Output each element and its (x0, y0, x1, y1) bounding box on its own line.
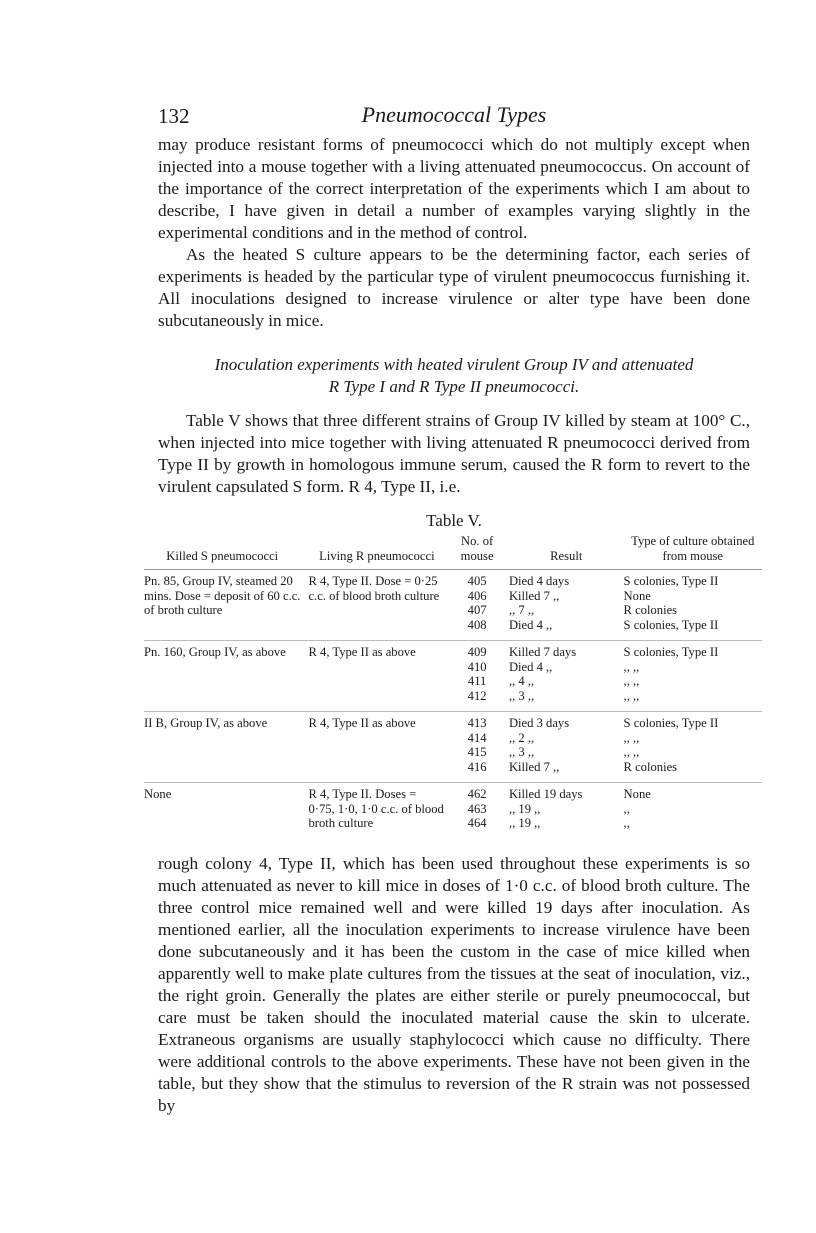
cell-result-line: ,, 4 ,, (508, 674, 535, 688)
cell-living: R 4, Type II. Doses = 0·75, 1·0, 1·0 c.c. of blood broth culture (308, 787, 444, 830)
cell-result-line: ,, 3 ,, (508, 688, 535, 703)
running-title: Pneumococcal Types (361, 102, 547, 127)
cell-culture-line: None (623, 588, 651, 603)
table-header-row (144, 534, 762, 570)
cell-result (503, 783, 624, 839)
cell-culture-line: ,, ,, (623, 688, 640, 703)
cell-culture-line: S colonies, Type II (623, 617, 719, 632)
table-row (144, 570, 762, 641)
table-row (144, 712, 762, 783)
cell-result-line: ,, 7 ,, (508, 603, 535, 617)
cell-mouse-line: 411 (467, 674, 487, 688)
cell-result-line: Killed 7 ,, (508, 588, 560, 603)
cell-result-line: ,, 19 ,, (508, 801, 541, 816)
cell-culture-line: ,, ,, (623, 730, 640, 745)
cell-mouse (451, 641, 503, 712)
cell-mouse (451, 570, 503, 641)
paragraph-1: may produce resistant forms of pneumococci which do not multiply except when injected into a mouse together with a living attenuated pneumococcus. On account of the importance of the correct interpretation of the experiments which I am about to describe, I have given in detail a number of examples varying slightly in the experimental conditions and in the method of control. (158, 135, 750, 242)
cell-mouse (451, 712, 503, 783)
cell-culture-line: ,, ,, (623, 745, 640, 759)
cell-mouse-line: 410 (467, 659, 487, 674)
cell-mouse-line: 413 (467, 716, 487, 730)
section-heading-line-2: R Type I and R Type II pneumococci. (328, 377, 580, 396)
paragraph-bottom: rough colony 4, Type II, which has been used throughout these experiments is so much attenuated as never to kill mice in doses of 1·0 c.c. of blood broth culture. The three control mice remained well and were killed 19 days after inoculation. As mentioned earlier, all the inoculation experiments to increase virulence have been done subcutaneously and it has been the custom in the case of mice killed when apparently well to make plate cultures from the tissues at the seat of inoculation, viz., the right groin. Generally the plates are either sterile or purely pneumococcal, but care must be taken should the inoculated material cause the skin to ulcerate. Extraneous organisms are usually staphylococci which cause no difficulty. There were additional controls to the above experiments. These have not been given in the table, but they show that the stimulus to reversion of the R strain was not possessed by (158, 853, 750, 1115)
cell-culture (624, 641, 762, 712)
cell-result-line: Died 4 ,, (508, 617, 553, 632)
table-row (144, 641, 762, 712)
table-title: Table V. (426, 511, 482, 530)
header-result: Result (503, 534, 624, 570)
table-row (144, 783, 762, 839)
header-culture: Type of culture obtained from mouse (624, 534, 762, 570)
cell-culture-line: S colonies, Type II (623, 645, 719, 659)
table-body (144, 570, 762, 839)
cell-result (503, 641, 624, 712)
cell-mouse-line: 408 (467, 617, 487, 632)
cell-mouse-line: 464 (467, 816, 487, 830)
cell-killed: None (144, 787, 172, 801)
cell-result-line: Died 4 ,, (508, 659, 553, 674)
cell-culture-line: S colonies, Type II (623, 574, 719, 588)
cell-mouse-line: 407 (467, 603, 487, 617)
section-heading-line-1: Inoculation experiments with heated virulent Group IV and attenuated (214, 355, 694, 374)
cell-mouse-line: 416 (467, 759, 487, 774)
cell-culture-line: ,, ,, (623, 674, 640, 688)
section-heading (158, 354, 750, 398)
cell-mouse-line: 414 (467, 730, 487, 745)
cell-culture-line: R colonies (623, 603, 678, 617)
cell-mouse-line: 462 (467, 787, 487, 801)
page (144, 100, 755, 1117)
cell-result-line: ,, 3 ,, (508, 745, 535, 759)
page-number: 132 (158, 104, 190, 128)
results-table (144, 534, 762, 839)
cell-mouse-line: 415 (467, 745, 487, 759)
cell-result-line: Died 3 days (508, 716, 570, 730)
cell-result-line: Killed 7 days (508, 645, 577, 659)
cell-culture (624, 570, 762, 641)
cell-killed: Pn. 85, Group IV, steamed 20 mins. Dose = deposit of 60 c.c. of broth culture (144, 570, 308, 641)
cell-culture-line: R colonies (623, 759, 678, 774)
cell-culture-line: S colonies, Type II (623, 716, 719, 730)
cell-living: R 4, Type II. Dose = 0·25 c.c. of blood broth culture (308, 570, 451, 641)
cell-result (503, 570, 624, 641)
cell-result-line: Died 4 days (508, 574, 570, 588)
paragraph-intro: Table V shows that three different strains of Group IV killed by steam at 100° C., when injected into mice together with living attenuated R pneumococci derived from Type II by growth in homologous immune serum, caused the R form to revert to the virulent capsulated S form. R 4, Type II, i.e. (158, 411, 750, 496)
cell-result-line: Killed 19 days (508, 787, 583, 801)
header-killed: Killed S pneumococci (144, 534, 308, 570)
cell-living: R 4, Type II as above (308, 712, 451, 783)
cell-culture (624, 712, 762, 783)
cell-culture (624, 783, 762, 839)
cell-mouse-line: 406 (467, 588, 487, 603)
header-living: Living R pneumococci (308, 534, 451, 570)
cell-result (503, 712, 624, 783)
cell-culture-line: ,, (623, 801, 630, 816)
cell-mouse-line: 405 (467, 574, 487, 588)
cell-living: R 4, Type II as above (308, 641, 451, 712)
cell-mouse-line: 409 (467, 645, 487, 659)
cell-culture-line: ,, ,, (623, 659, 640, 674)
cell-culture-line: None (623, 787, 651, 801)
cell-killed: Pn. 160, Group IV, as above (144, 641, 308, 712)
cell-mouse-line: 412 (467, 688, 487, 703)
paragraph-2: As the heated S culture appears to be the determining factor, each series of experiments is headed by the particular type of virulent pneumococcus furnishing it. All inoculations designed to increase virulence or alter type have been done subcutaneously in mice. (158, 245, 750, 330)
cell-mouse-line: 463 (467, 801, 487, 816)
cell-result-line: ,, 19 ,, (508, 816, 541, 830)
cell-killed: II B, Group IV, as above (144, 712, 308, 783)
header-mouse: No. of mouse (451, 534, 503, 570)
cell-culture-line: ,, (623, 816, 630, 830)
cell-result-line: ,, 2 ,, (508, 730, 535, 745)
cell-mouse (451, 783, 503, 839)
cell-result-line: Killed 7 ,, (508, 759, 560, 774)
page-header (158, 100, 750, 134)
